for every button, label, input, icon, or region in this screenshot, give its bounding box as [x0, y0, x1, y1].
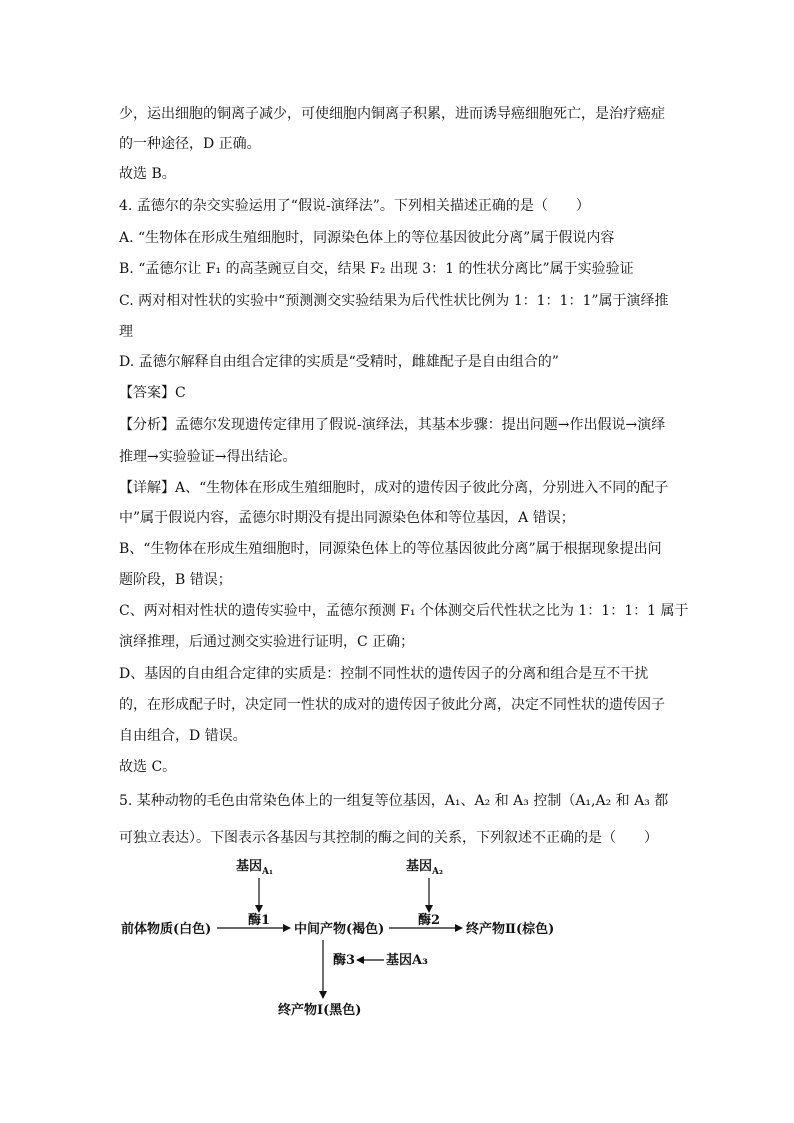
gene-a1-label: 基因$_{A_1}$ [236, 859, 273, 877]
detail-d: D、基因的自由组合定律的实质是：控制不同性状的遗传因子的分离和组合是互不干扰 [119, 666, 649, 682]
final-product-2-label: 终产物Ⅱ(棕色) [466, 922, 555, 937]
question-5-stem-continued: 可独立表达）。下图表示各基因与其控制的酶之间的关系，下列叙述不正确的是（ ） [119, 830, 658, 846]
detail-c-continued: 演绎推理，后通过测交实验进行证明，C 正确； [119, 634, 415, 650]
detail-a-continued: 中”属于假说内容，孟德尔时期没有提出同源染色体和等位基因，A 错误； [119, 510, 575, 526]
question-4-stem: 4. 孟德尔的杂交实验运用了“假说-演绎法”。下列相关描述正确的是（ ） [119, 198, 590, 214]
option-b: B. “孟德尔让 F₁ 的高茎豌豆自交，结果 F₂ 出现 3：1 的性状分离比”属于实验验证 [119, 261, 634, 277]
gene-a3-label: 基因A₃ [386, 953, 428, 968]
detail-a: 【详解】A、“生物体在形成生殖细胞时，成对的遗传因子彼此分离，分别进入不同的配子 [119, 480, 669, 496]
precursor-label: 前体物质(白色) [121, 922, 212, 937]
option-d: D. 孟德尔解释自由组合定律的实质是“受精时，雌雄配子是自由组合的” [119, 354, 559, 370]
option-a: A. “生物体在形成生殖细胞时，同源染色体上的等位基因彼此分离”属于假说内容 [119, 230, 615, 246]
analysis: 【分析】孟德尔发现遗传定律用了假说-演绎法，其基本步骤：提出问题→作出假说→演绎 [119, 417, 666, 433]
detail-d-continued: 自由组合，D 错误。 [119, 728, 247, 744]
analysis-continued: 推理→实验验证→得出结论。 [119, 449, 297, 465]
option-c: C. 两对相对性状的实验中“预测测交实验结果为后代性状比例为 1：1：1：1”属于演绎推 [119, 293, 669, 309]
detail-c: C、两对相对性状的遗传实验中，孟德尔预测 F₁ 个体测交后代性状之比为 1：1：1：1 属于 [119, 603, 689, 619]
question-5-stem: 5. 某种动物的毛色由常染色体上的一组复等位基因，A₁、A₂ 和 A₃ 控制（A₁,A₂ 和 A₃ 都 [119, 793, 669, 809]
answer: 【答案】C [119, 385, 186, 401]
final-product-1-label: 终产物Ⅰ(黑色) [278, 1003, 362, 1018]
detail-b: B、“生物体在形成生殖细胞时，同源染色体上的等位基因彼此分离”属于根据现象提出问 [119, 541, 662, 557]
text-line: 故选 B。 [119, 166, 176, 182]
detail-d-continued: 的，在形成配子时，决定同一性状的成对的遗传因子彼此分离，决定不同性状的遗传因子 [119, 697, 665, 713]
gene-enzyme-diagram [0, 850, 794, 1030]
detail-b-continued: 题阶段，B 错误； [119, 572, 232, 588]
text-line: 的一种途径，D 正确。 [119, 136, 261, 152]
intermediate-label: 中间产物(褐色) [294, 922, 385, 937]
enzyme1-label: 酶1 [248, 913, 271, 928]
option-c-continued: 理 [119, 324, 133, 340]
text-line: 少，运出细胞的铜离子减少，可使细胞内铜离子积累，进而诱导癌细胞死亡，是治疗癌症 [119, 106, 665, 122]
conclusion: 故选 C。 [119, 759, 177, 775]
gene-a2-label: 基因$_{A_2}$ [406, 859, 443, 877]
enzyme2-label: 酶2 [418, 913, 441, 928]
enzyme3-label: 酶3 [333, 953, 356, 968]
